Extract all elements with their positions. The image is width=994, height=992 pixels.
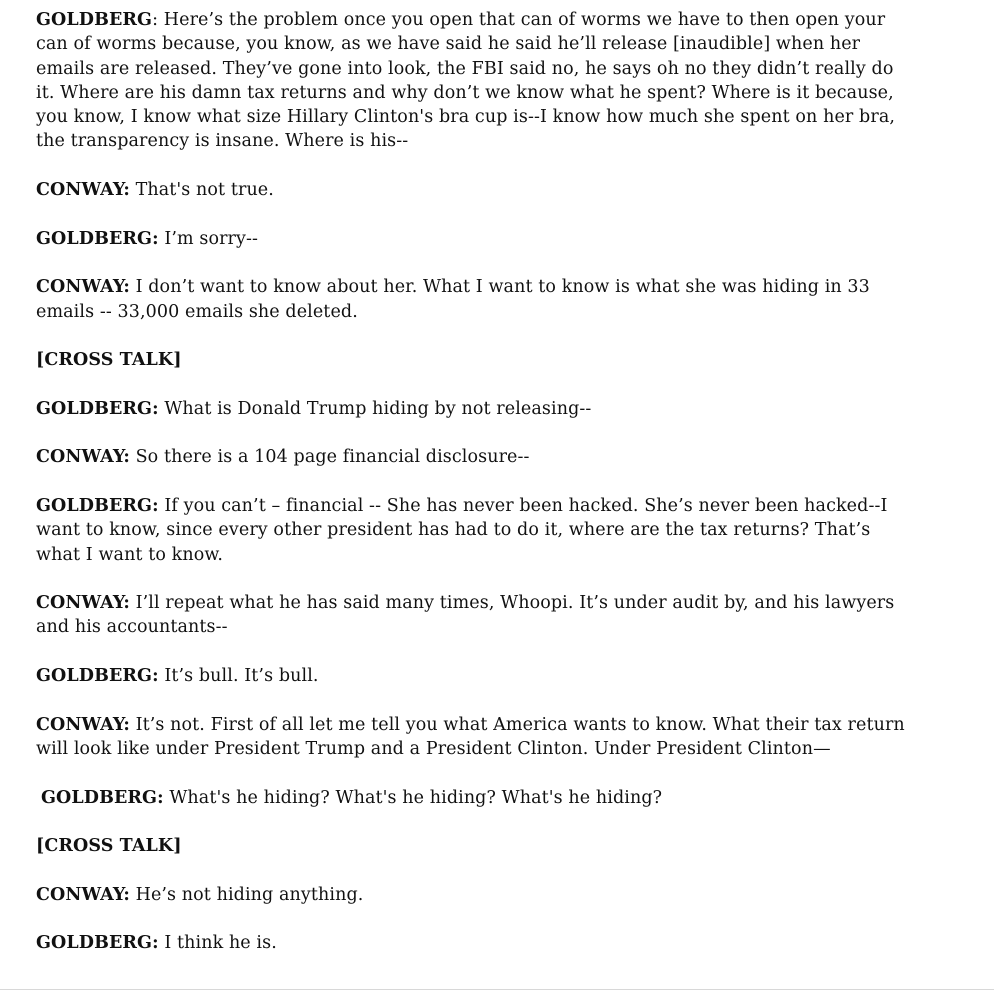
- transcript-entry-goldberg: [36, 227, 916, 251]
- entry-text: That's not true.: [135, 180, 274, 201]
- cross-talk-label: [CROSS TALK]: [36, 350, 182, 371]
- speaker-name: CONWAY:: [36, 447, 130, 468]
- transcript-entry-conway: [36, 275, 916, 324]
- entry-text: I’m sorry--: [164, 228, 259, 249]
- transcript-entry-goldberg: [36, 397, 916, 421]
- transcript-entry-goldberg: [36, 786, 916, 810]
- speaker-name: GOLDBERG:: [41, 787, 164, 808]
- entry-text: If you can’t – financial -- She has never been hacked. She’s never been hacked--I want to know, since every other president has had to do it, where are the tax returns? That’s what I want to know.: [36, 495, 888, 565]
- cross-talk-label: [CROSS TALK]: [36, 836, 182, 857]
- cross-talk-marker: [36, 348, 916, 372]
- transcript-entry-conway: [36, 883, 916, 907]
- cross-talk-marker: [36, 834, 916, 858]
- speaker-name: GOLDBERG:: [36, 933, 159, 954]
- transcript-entry-conway: [36, 713, 916, 762]
- transcript-body: [36, 8, 916, 980]
- entry-text: What is Donald Trump hiding by not releasing--: [164, 398, 592, 419]
- speaker-name: GOLDBERG:: [36, 228, 159, 249]
- speaker-name: GOLDBERG:: [36, 398, 159, 419]
- page-bottom-border: [0, 989, 994, 990]
- entry-text: It’s not. First of all let me tell you what America wants to know. What their tax return will look like under President Trump and a President Clinton. Under President Clinton—: [36, 714, 905, 759]
- entry-text: It’s bull. It’s bull.: [164, 666, 319, 687]
- entry-text: Here’s the problem once you open that can of worms we have to then open your can of worms because, you know, as we have said he said he’ll release [inaudible] when her emails are released. They’ve gone into look, the FBI said no, he says oh no they didn’t really do it. Where are his damn tax returns and why don’t we know what he spent? Where is it because, you know, I know what size Hillary Clinton's bra cup is--I know how much she spent on her bra, the transparency is insane. Where is his--: [36, 10, 896, 152]
- transcript-entry-conway: [36, 178, 916, 202]
- transcript-entry-conway: [36, 591, 916, 640]
- speaker-name: CONWAY:: [36, 593, 130, 614]
- speaker-name: GOLDBERG:: [36, 666, 159, 687]
- entry-text: He’s not hiding anything.: [135, 884, 364, 905]
- entry-text: I think he is.: [164, 933, 277, 954]
- speaker-name: GOLDBERG:: [36, 495, 159, 516]
- entry-text: I’ll repeat what he has said many times, Whoopi. It’s under audit by, and his lawyers and his accountants--: [36, 593, 895, 638]
- transcript-entry-goldberg: [36, 931, 916, 955]
- entry-text: I don’t want to know about her. What I want to know is what she was hiding in 33 emails -- 33,000 emails she deleted.: [36, 277, 870, 322]
- speaker-name: CONWAY:: [36, 180, 130, 201]
- entry-text: So there is a 104 page financial disclosure--: [135, 447, 530, 468]
- speaker-name: CONWAY:: [36, 277, 130, 298]
- entry-separator: :: [152, 10, 164, 30]
- speaker-name: CONWAY:: [36, 884, 130, 905]
- speaker-name: CONWAY:: [36, 714, 130, 735]
- transcript-entry-conway: [36, 445, 916, 469]
- entry-text: What's he hiding? What's he hiding? What's he hiding?: [169, 787, 663, 808]
- transcript-entry-goldberg: [36, 494, 916, 567]
- transcript-entry-goldberg: [36, 664, 916, 688]
- speaker-name: GOLDBERG: [36, 10, 153, 30]
- transcript-entry-goldberg: [36, 8, 916, 154]
